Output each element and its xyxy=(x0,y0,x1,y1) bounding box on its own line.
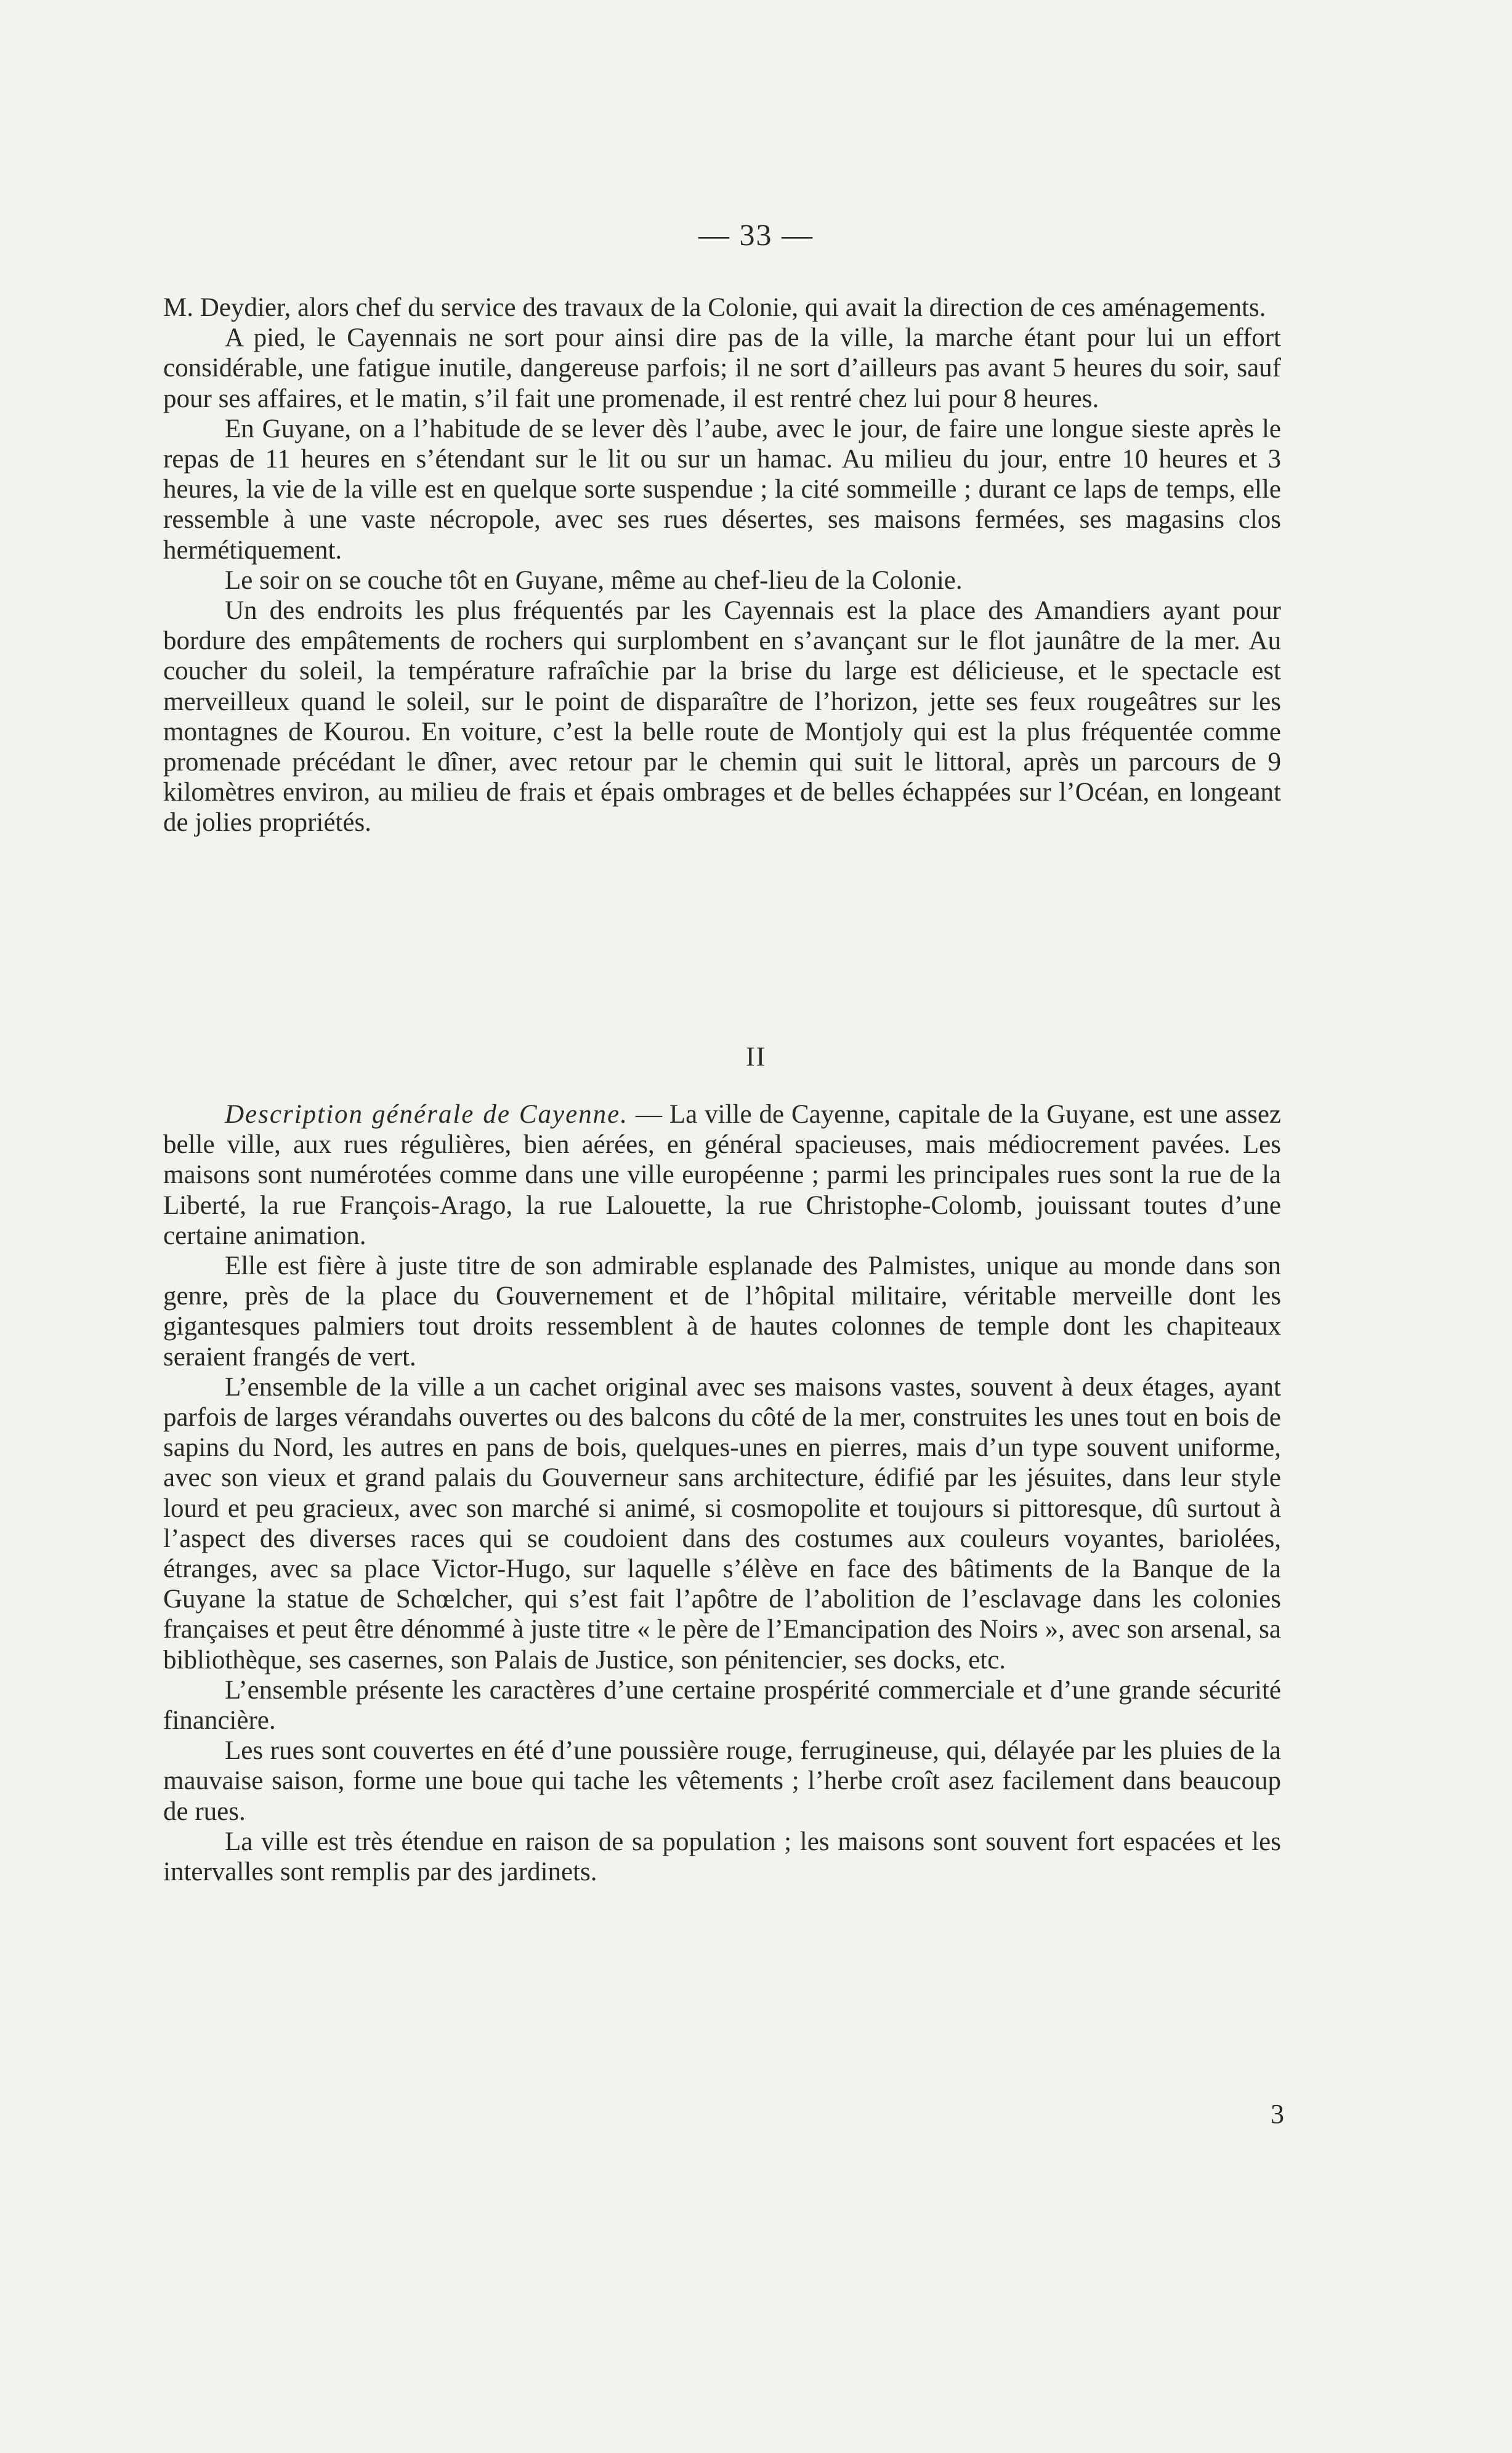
section-heading-rest: — La ville de Cayenne, capitale de la Guyane, est une assez belle ville, aux rues régulières, bien aérées, en général spacieuses, mais médiocrement pavées. Les maisons sont numérotées comme dans une ville européenne ; parmi les principales rues sont la rue de la Liberté, la rue François-Arago, la rue Lalouette, la rue Christophe-Colomb, jouissant toutes d’une certaine animation. xyxy=(163,1100,1281,1250)
paragraph: M. Deydier, alors chef du service des travaux de la Colonie, qui avait la direction de ces aménagements. xyxy=(163,293,1266,322)
paragraph: Elle est fière à juste titre de son admirable esplanade des Palmistes, unique au monde dans son genre, près de la place du Gouvernement et de l’hôpital militaire, véritable merveille dont les gigantesques palmiers tout droits ressemblent à de hautes colonnes de temple dont les chapiteaux seraient frangés de vert. xyxy=(163,1251,1281,1372)
section-2-text xyxy=(163,1099,1281,1887)
paragraph: La ville est très étendue en raison de sa population ; les maisons sont souvent fort espacées et les intervalles sont remplis par des jardinets. xyxy=(163,1827,1281,1887)
section-heading-italic: Description générale de Cayenne. xyxy=(225,1100,629,1129)
paragraph: L’ensemble présente les caractères d’une certaine prospérité commerciale et d’une grande sécurité financière. xyxy=(163,1675,1281,1736)
section-1-text xyxy=(163,293,1281,838)
section-number: II xyxy=(745,1041,767,1072)
paragraph: En Guyane, on a l’habitude de se lever dès l’aube, avec le jour, de faire une longue sieste après le repas de 11 heures en s’étendant sur le lit ou sur un hamac. Au milieu du jour, entre 10 heures et 3 heures, la vie de la ville est en quelque sorte suspendue ; la cité sommeille ; durant ce laps de temps, elle ressemble à une vaste nécropole, avec ses rues désertes, ses maisons fermées, ses magasins clos hermétiquement. xyxy=(163,414,1281,565)
paragraph: Les rues sont couvertes en été d’une poussière rouge, ferrugineuse, qui, délayée par les pluies de la mauvaise saison, forme une boue qui tache les vêtements ; l’herbe croît asez facilement dans beaucoup de rues. xyxy=(163,1736,1281,1826)
section-heading-paragraph xyxy=(163,1099,1281,1251)
paragraph: Le soir on se couche tôt en Guyane, même au chef-lieu de la Colonie. xyxy=(225,565,963,595)
page-number-header: — 33 — xyxy=(698,217,814,252)
paragraph: A pied, le Cayennais ne sort pour ainsi dire pas de la ville, la marche étant pour lui un effort considérable, une fatigue inutile, dangereuse parfois; il ne sort d’ailleurs pas avant 5 heures du soir, sauf pour ses affaires, et le matin, s’il fait une promenade, il est rentré chez lui pour 8 heures. xyxy=(163,323,1281,413)
paragraph: L’ensemble de la ville a un cachet original avec ses maisons vastes, souvent à deux étages, ayant parfois de larges vérandahs ouvertes ou des balcons du côté de la mer, construites les unes tout en bois de sapins du Nord, les autres en pans de bois, quelques-unes en pierres, mais d’un type souvent uniforme, avec son vieux et grand palais du Gouverneur sans architecture, édifié par les jésuites, dans leur style lourd et peu gracieux, avec son marché si animé, si cosmopolite et toujours si pittoresque, dû surtout à l’aspect des diverses races qui se coudoient dans des costumes aux couleurs voyantes, bariolées, étranges, avec sa place Victor-Hugo, sur laquelle s’élève en face des bâtiments de la Banque de la Guyane la statue de Schœlcher, qui s’est fait l’apôtre de l’abolition de l’esclavage dans les colonies françaises et peut être dénommé à juste titre « le père de l’Emancipation des Noirs », avec son arsenal, sa bibliothèque, ses casernes, son Palais de Justice, son pénitencier, ses docks, etc. xyxy=(163,1372,1281,1675)
signature-mark: 3 xyxy=(1271,2099,1284,2129)
paragraph: Un des endroits les plus fréquentés par les Cayennais est la place des Amandiers ayant pour bordure des empâtements de rochers qui surplombent en s’avançant sur le flot jaunâtre de la mer. Au coucher du soleil, la température rafraîchie par la brise du large est délicieuse, et le spectacle est merveilleux quand le soleil, sur le point de disparaître de l’horizon, jette ses feux rougeâtres sur les montagnes de Kourou. En voiture, c’est la belle route de Montjoly qui est la plus fréquentée comme promenade précédant le dîner, avec retour par le chemin qui suit le littoral, après un parcours de 9 kilomètres environ, au milieu de frais et épais ombrages et de belles échappées sur l’Océan, en longeant de jolies propriétés. xyxy=(163,596,1281,838)
